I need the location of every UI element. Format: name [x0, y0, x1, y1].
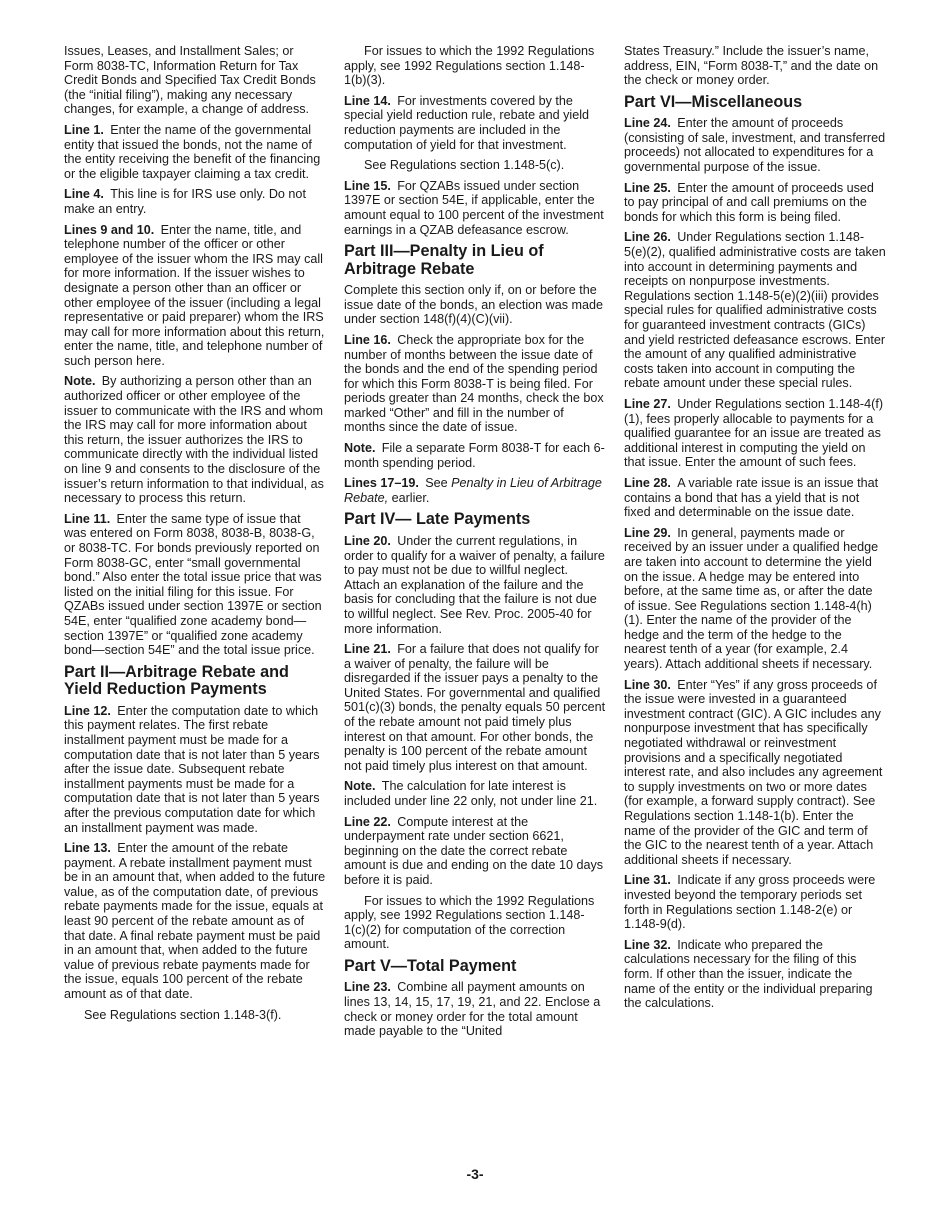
- line-label: Line 4.: [64, 187, 104, 202]
- paragraph-text: See: [425, 476, 448, 491]
- paragraph-text: In general, payments made or received by an issuer under a qualified hedge are taken into account to determine the yield on the issue. A hedge may be entered into before, at the same time as, or after the date of issue. See Regulations section 1.148-4(h)(1). Enter the name of the provider of the hedge and the term of the hedge to the nearest tenth of a year (for example, 2.4 years). Attach additional sheets if necessary.: [624, 525, 879, 672]
- line-label: Line 26.: [624, 230, 671, 245]
- paragraph-text: For investments covered by the special yield reduction rule, rebate and yield reduction payments are included in the computation of yield for that investment.: [344, 93, 590, 152]
- section-heading: Part V—Total Payment: [344, 956, 517, 975]
- italic-reference: Penalty in Lieu of Arbitrage Rebate,: [344, 476, 602, 505]
- line-label: Line 29.: [624, 525, 671, 540]
- section-heading: Part II—Arbitrage Rebate and Yield Reduction Payments: [64, 662, 289, 699]
- paragraph-text: Indicate who prepared the calculations necessary for the filing of this form. If other than the issuer, indicate the name of the entity or the individual preparing the calculations.: [624, 937, 873, 1011]
- paragraph: [624, 476, 886, 520]
- paragraph-text: Enter the amount of proceeds (consisting of sale, investment, and transferred proceeds) not allocated to expenditures for a governmental purpose of the issue.: [624, 116, 886, 175]
- paragraph: [344, 44, 606, 88]
- paragraph-text: Enter the name of the governmental entity that issued the bonds, not the name of the entity receiving the benefit of the financing or the eligible taxpayer claiming a tax credit.: [64, 122, 321, 181]
- paragraph: [64, 1008, 326, 1023]
- paragraph: [344, 441, 606, 470]
- line-label: Note.: [64, 374, 96, 389]
- paragraph: [64, 374, 326, 505]
- paragraph: [344, 179, 606, 237]
- line-label: Line 24.: [624, 116, 671, 131]
- paragraph: [344, 894, 606, 952]
- paragraph-text: See Regulations section 1.148-5(c).: [364, 158, 565, 173]
- paragraph: [64, 44, 326, 117]
- paragraph-text: File a separate Form 8038-T for each 6-month spending period.: [344, 441, 605, 470]
- paragraph: [624, 526, 886, 672]
- paragraph-text: This line is for IRS use only. Do not make an entry.: [64, 187, 306, 216]
- paragraph-text: See Regulations section 1.148-3(f).: [84, 1007, 282, 1022]
- paragraph: [344, 158, 606, 173]
- paragraph-text: For issues to which the 1992 Regulations apply, see 1992 Regulations section 1.148-1(c)(2) for computation of the correction amount.: [344, 893, 595, 952]
- paragraph: [64, 704, 326, 835]
- paragraph: [624, 230, 886, 391]
- paragraph: [344, 980, 606, 1038]
- paragraph: [624, 181, 886, 225]
- line-label: Line 21.: [344, 642, 391, 657]
- paragraph: [344, 815, 606, 888]
- paragraph-text: Enter the amount of the rebate payment. A rebate installment payment must be in an amount that, when added to the future value, as of the computation date, of previous rebate payments made for the issue, equals at least 90 percent of the rebate amount as of that date. A final rebate payment must be paid in an amount that, when added to the future value of previous rebate payments made for the issue, equals 100 percent of the rebate amount as of that date.: [64, 841, 326, 1002]
- paragraph: [64, 223, 326, 369]
- paragraph: [64, 123, 326, 181]
- line-label: Line 11.: [64, 511, 111, 526]
- paragraph: [624, 938, 886, 1011]
- paragraph-text: By authorizing a person other than an authorized officer or other employee of the issuer to communicate with the IRS and whom the IRS may call for more information about this return, the issuer authorizes the IRS to communicate directly with the individual listed on line 9 and consents to the disclosure of the issuer’s return information to that individual, as necessary to process this return.: [64, 374, 324, 506]
- line-label: Lines 17–19.: [344, 476, 419, 491]
- line-label: Line 20.: [344, 533, 391, 548]
- paragraph: [344, 94, 606, 152]
- paragraph-text: Under Regulations section 1.148-4(f)(1), fees properly allocable to payments for a qualified guarantee for an issue are treated as additional interest in computing the yield on that issue. Enter the amount of such fees.: [624, 396, 884, 470]
- paragraph-text: For a failure that does not qualify for a waiver of penalty, the failure will be disregarded if the issuer pays a penalty to the United States. For governmental and qualified 501(c)(3) bonds, the penalty equals 50 percent of the rebate amount not paid timely plus interest on that amount. For other bonds, the penalty is 100 percent of the rebate amount not paid timely plus interest on that amount.: [344, 642, 606, 773]
- line-label: Line 25.: [624, 180, 671, 195]
- paragraph-text: Under Regulations section 1.148-5(e)(2), qualified administrative costs are taken into account in determining payments and receipts on nonpurpose investments. Regulations section 1.148-5(e)(2)(iii) provides special rules for qualified administrative costs for guaranteed investment contracts (GICs) and yield restricted defeasance escrows. Enter the amount of any qualified administrative costs taken into account in computing the rebate amount under these special rules.: [624, 230, 886, 391]
- line-label: Line 13.: [64, 841, 111, 856]
- paragraph-text: States Treasury.” Include the issuer’s name, address, EIN, “Form 8038-T,” and the date on the check or money order.: [624, 44, 879, 88]
- paragraph: [344, 283, 606, 327]
- paragraph: [624, 397, 886, 470]
- paragraph-text-tail: earlier.: [391, 490, 430, 505]
- paragraph: [624, 873, 886, 931]
- paragraph: [64, 512, 326, 658]
- section-heading: Part IV— Late Payments: [344, 510, 531, 529]
- line-label: Note.: [344, 441, 376, 456]
- paragraph-text: Enter the amount of proceeds used to pay principal of and call premiums on the bonds for which this form is being filed.: [624, 180, 874, 224]
- line-label: Line 1.: [64, 122, 104, 137]
- paragraph-text: Check the appropriate box for the number of months between the issue date of the bonds and the end of the spending period for which this Form 8038-T is being filed. For periods greater than 24 months, check the box marked “Other” and fill in the number of months since the date of issue.: [344, 332, 604, 435]
- paragraph-text: The calculation for late interest is included under line 22 only, not under line 21.: [344, 779, 598, 809]
- section-heading: Part VI—Miscellaneous: [624, 92, 803, 111]
- paragraph-text: Enter “Yes” if any gross proceeds of the issue were invested in a guaranteed investment contract (GIC). A GIC includes any nonpurpose investment that has specifically negotiated withdrawal or reinvestment provisions and a specifically negotiated interest rate, and also includes any agreement to supply investments on two or more dates (for example, a forward supply contract). See Regulations section 1.148-1(b). Enter the name of the provider of the GIC and term of the GIC to the nearest tenth of a year. Attach additional sheets if necessary.: [624, 677, 883, 867]
- paragraph-text: Enter the computation date to which this payment relates. The first rebate installment payment must be made for a computation date that is not later than 5 years after the issue date. Subsequent rebate installment payments must be made for a computation date that is not later than 5 years after the previous computation date for which an installment payment was made.: [64, 703, 320, 835]
- line-label: Line 32.: [624, 937, 671, 952]
- paragraph: [344, 642, 606, 773]
- line-label: Line 14.: [344, 93, 391, 108]
- line-label: Line 16.: [344, 332, 391, 347]
- paragraph: [344, 779, 606, 808]
- paragraph-text: Under the current regulations, in order to qualify for a waiver of penalty, a failure to pay must not be due to willful neglect. Attach an explanation of the failure and the basis for concluding that the failure is not due to willful neglect. See Rev. Proc. 2005-40 for more information.: [344, 533, 605, 636]
- paragraph: [624, 44, 886, 88]
- paragraph: [64, 841, 326, 1002]
- line-label: Lines 9 and 10.: [64, 222, 155, 237]
- paragraph: [624, 116, 886, 174]
- line-label: Line 23.: [344, 980, 391, 995]
- paragraph-text: Indicate if any gross proceeds were invested beyond the temporary periods set forth in Regulations section 1.148-2(e) or 1.148-9(d).: [624, 873, 876, 932]
- paragraph-text: Enter the same type of issue that was entered on Form 8038, 8038-B, 8038-G, or 8038-TC. For bonds previously reported on Form 8038-GC, enter “small governmental bond.” Also enter the total issue price that was listed on the initial filing for this issue. For QZABs issued under section 1397E or section 54E, enter “qualified zone academy bond—section 1397E” or “qualified zone academy bond—section 54E” and the total issue price.: [64, 511, 322, 658]
- paragraph-text: For issues to which the 1992 Regulations apply, see 1992 Regulations section 1.148-1(b)(3).: [344, 44, 595, 88]
- line-label: Line 31.: [624, 873, 671, 888]
- paragraph-text: Compute interest at the underpayment rate under section 6621, beginning on the date the correct rebate amount is due and ending on the date 10 days before it is paid.: [344, 814, 604, 887]
- paragraph: [624, 678, 886, 868]
- line-label: Line 12.: [64, 703, 111, 718]
- paragraph: [344, 476, 606, 505]
- paragraph: [344, 333, 606, 435]
- line-label: Line 15.: [344, 178, 391, 193]
- paragraph-text: Complete this section only if, on or before the issue date of the bonds, an election was made under section 148(f)(4)(C)(vii).: [344, 283, 604, 327]
- paragraph-text: Issues, Leases, and Installment Sales; or Form 8038-TC, Information Return for Tax Credit Bonds and Specified Tax Credit Bonds (the “initial filing”), making any necessary changes, for example, a change of address.: [64, 44, 316, 117]
- page-number: -3-: [466, 1166, 484, 1182]
- line-label: Line 27.: [624, 396, 671, 411]
- line-label: Line 28.: [624, 475, 671, 490]
- paragraph-text: Combine all payment amounts on lines 13, 14, 15, 17, 19, 21, and 22. Enclose a check or money order for the total amount made payable to the “United: [344, 980, 601, 1039]
- line-label: Note.: [344, 779, 376, 794]
- paragraph-text: A variable rate issue is an issue that contains a bond that has a yield that is not fixed and determinable on the issue date.: [624, 475, 879, 520]
- line-label: Line 30.: [624, 677, 671, 692]
- column-1: [64, 44, 326, 1028]
- column-3: [624, 44, 886, 1017]
- paragraph-text: Enter the name, title, and telephone number of the officer or other employee of the issuer whom the IRS may call for more information. If the issuer wishes to designate a person other than an officer or other employee of the issuer (including a legal representative or paid preparer) whom the IRS may call for more information about this return, enter the name, title, and telephone number of such person here.: [64, 222, 325, 368]
- paragraph-text: For QZABs issued under section 1397E or section 54E, if applicable, enter the amount equal to 100 percent of the investment earnings in a QZAB defeasance escrow.: [344, 178, 604, 237]
- line-label: Line 22.: [344, 814, 391, 829]
- column-2: [344, 44, 606, 1045]
- paragraph: [64, 187, 326, 216]
- paragraph: [344, 534, 606, 636]
- section-heading: Part III—Penalty in Lieu of Arbitrage Rebate: [344, 242, 544, 278]
